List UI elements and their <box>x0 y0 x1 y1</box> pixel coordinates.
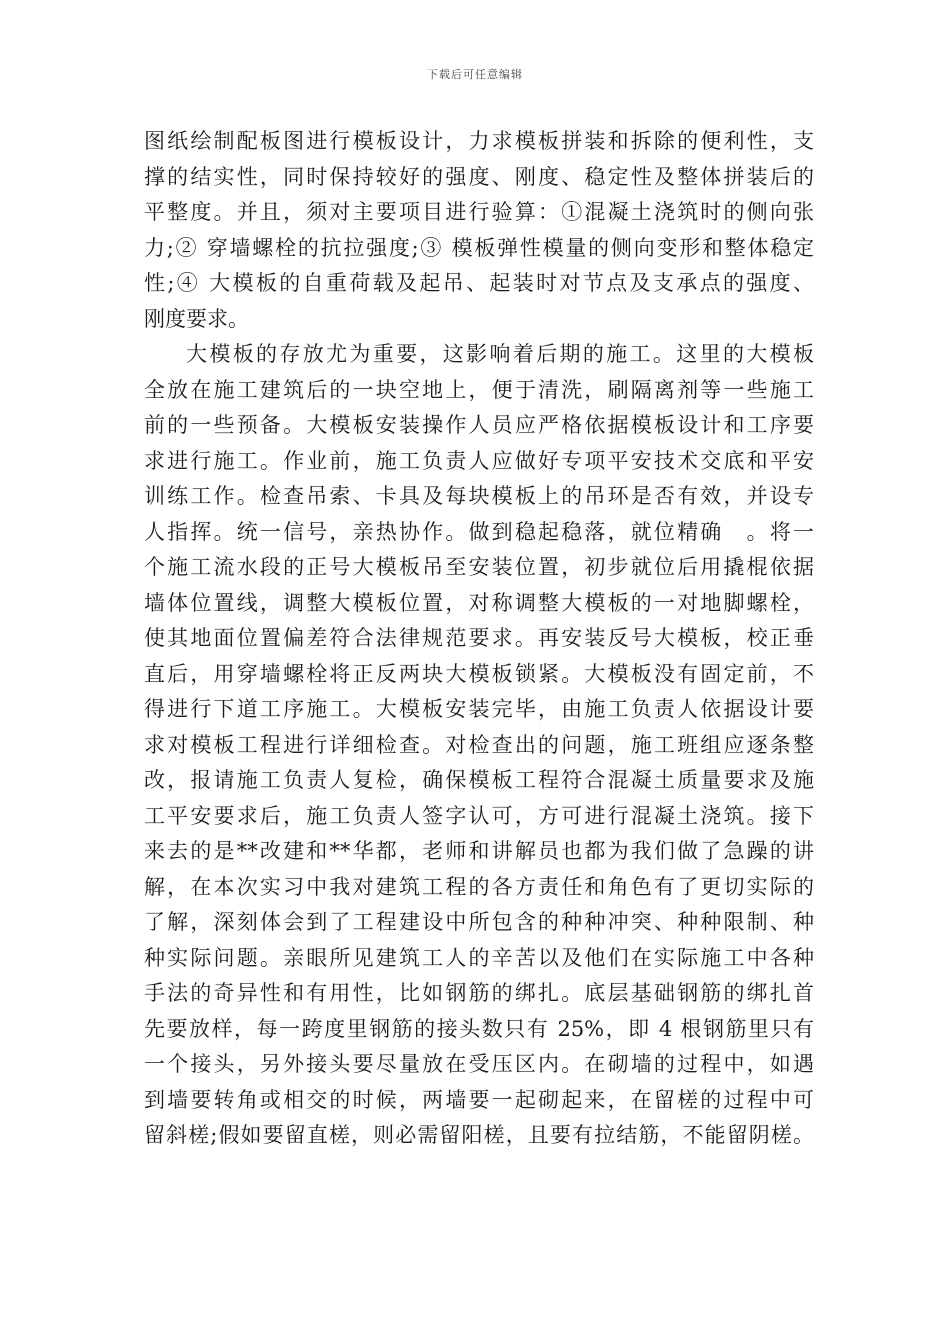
page-header: 下载后可任意编辑 <box>427 68 523 81</box>
text-line: 性;④ 大模板的自重荷载及起吊、起装时对节点及支承点的强度、 <box>144 271 814 295</box>
text-line: 一个接头，另外接头要尽量放在受压区内。在砌墙的过程中，如遇 <box>144 1052 814 1076</box>
text-line: 前的一些预备。大模板安装操作人员应严格依据模板设计和工序要 <box>144 413 814 437</box>
text-line: 图纸绘制配板图进行模板设计，力求模板拼装和拆除的便利性，支 <box>144 129 814 153</box>
text-line: 训练工作。检查吊索、卡具及每块模板上的吊环是否有效，并设专 <box>144 484 814 508</box>
text-line: 种实际问题。亲眼所见建筑工人的辛苦以及他们在实际施工中各种 <box>144 945 814 970</box>
text-line: 求进行施工。作业前，施工负责人应做好专项平安技术交底和平安 <box>144 448 814 473</box>
text-line: 了解，深刻体会到了工程建设中所包含的种种冲突、种种限制、种 <box>144 910 814 934</box>
text-line: 力;② 穿墙螺栓的抗拉强度;③ 模板弹性模量的侧向变形和整体稳定 <box>144 235 814 260</box>
paragraph-first-line: 大模板的存放尤为重要，这影响着后期的施工。这里的大模板 <box>186 342 814 366</box>
text-line: 留斜槎;假如要留直槎，则必需留阳槎，且要有拉结筋，不能留阴槎。 <box>144 1123 814 1147</box>
text-line: 改，报请施工负责人复检，确保模板工程符合混凝土质量要求及施 <box>144 768 814 792</box>
text-line: 全放在施工建筑后的一块空地上，便于清洗，刷隔离剂等一些施工 <box>144 377 814 402</box>
text-line: 解，在本次实习中我对建筑工程的各方责任和角色有了更切实际的 <box>144 874 814 899</box>
text-line: 刚度要求。 <box>144 306 249 331</box>
text-line: 工平安要求后，施工负责人签字认可，方可进行混凝土浇筑。接下 <box>144 803 814 828</box>
text-line: 得进行下道工序施工。大模板安装完毕，由施工负责人依据设计要 <box>144 697 814 721</box>
text-line: 个施工流水段的正号大模板吊至安装位置，初步就位后用撬棍依据 <box>144 555 814 579</box>
text-line: 撑的结实性，同时保持较好的强度、刚度、稳定性及整体拼装后的 <box>144 164 814 189</box>
text-line: 人指挥。统一信号，亲热协作。做到稳起稳落，就位精确 。将一 <box>144 519 814 544</box>
text-line: 直后，用穿墙螺栓将正反两块大模板锁紧。大模板没有固定前，不 <box>144 661 814 686</box>
document-body <box>144 124 814 1154</box>
text-line: 来去的是**改建和**华都，老师和讲解员也都为我们做了急躁的讲 <box>144 839 814 863</box>
text-line: 使其地面位置偏差符合法律规范要求。再安装反号大模板，校正垂 <box>144 626 814 650</box>
text-line: 手法的奇异性和有用性，比如钢筋的绑扎。底层基础钢筋的绑扎首 <box>144 981 814 1005</box>
text-line: 平整度。并且，须对主要项目进行验算：①混凝土浇筑时的侧向张 <box>144 200 814 224</box>
text-line: 求对模板工程进行详细检查。对检查出的问题，施工班组应逐条整 <box>144 732 814 757</box>
text-line: 墙体位置线，调整大模板位置，对称调整大模板的一对地脚螺栓， <box>144 590 814 615</box>
text-line: 到墙要转角或相交的时候，两墙要一起砌起来，在留槎的过程中可 <box>144 1087 814 1112</box>
text-line: 先要放样，每一跨度里钢筋的接头数只有 25%，即 4 根钢筋里只有 <box>144 1016 814 1041</box>
